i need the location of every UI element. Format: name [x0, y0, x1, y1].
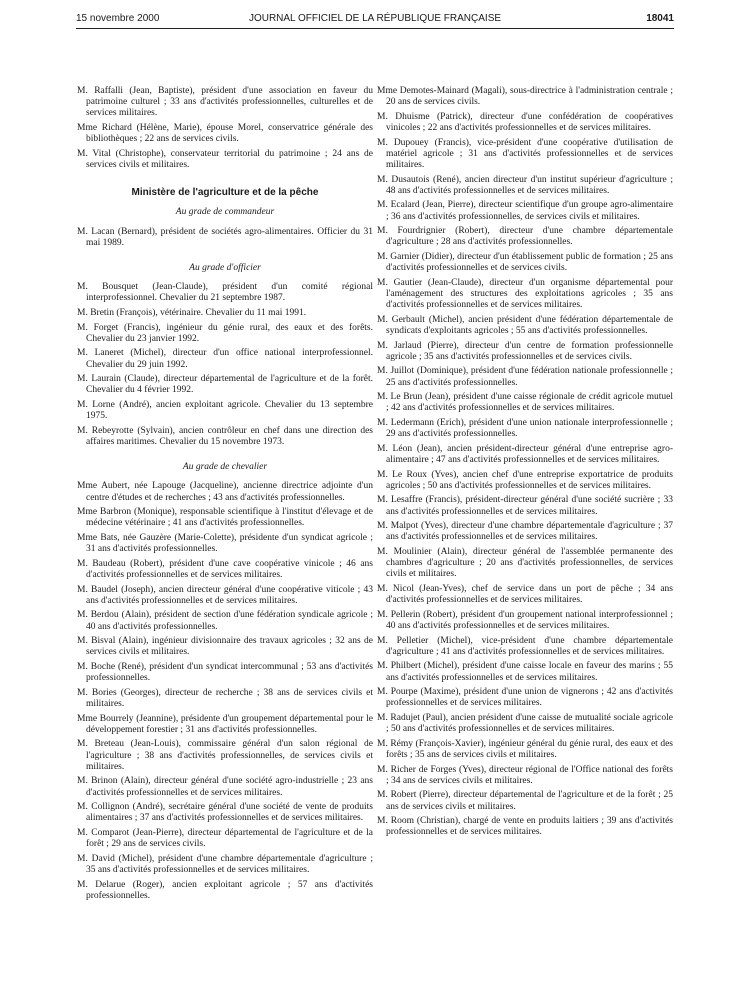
- list-item: M. Le Roux (Yves), ancien chef d'une entreprise exportatrice de produits agricoles ; 50 ans d'activités professionnelles et de services militaires.: [377, 469, 673, 491]
- list-item: M. Ecalard (Jean, Pierre), directeur scientifique d'un groupe agro-alimentaire ; 36 ans d'activités professionnelles, de services civils et militaires.: [377, 200, 673, 222]
- ministry-title: Ministère de l'agriculture et de la pêche: [131, 187, 319, 199]
- header-rule: [76, 28, 674, 29]
- list-item: M. Bretin (François), vétérinaire. Chevalier du 11 mai 1991.: [77, 308, 307, 319]
- commandeur-entries-list: [77, 227, 373, 249]
- list-item: M. Nicol (Jean-Yves), chef de service dans un port de pêche ; 34 ans d'activités professionnelles et de services militaires.: [377, 583, 673, 606]
- list-item: M. Boche (René), président d'un syndicat intercommunal ; 53 ans d'activités professionnelles.: [77, 661, 373, 684]
- list-item: M. Lorne (André), ancien exploitant agricole. Chevalier du 13 septembre 1975.: [77, 400, 373, 422]
- header-date: 15 novembre 2000: [76, 13, 160, 24]
- right-entries-list: [377, 86, 673, 839]
- list-item: M. Dupouey (Francis), vice-président d'une coopérative d'utilisation de matériel agricole ; 31 ans d'activités professionnelles et de services militaires.: [377, 137, 673, 170]
- list-item: M. Brinon (Alain), directeur général d'une société agro-industrielle ; 23 ans d'activités professionnelles et de services militaires.: [77, 776, 373, 798]
- list-item: M. Breteau (Jean-Louis), commissaire général d'un salon régional de l'agriculture ; 38 ans d'activités professionnelles, de services civils et militaires.: [77, 739, 373, 772]
- list-item: Mme Aubert, née Lapouge (Jacqueline), ancienne directrice adjointe d'un centre d'études et de recherches ; 43 ans d'activités professionnelles.: [77, 481, 373, 503]
- list-item: Mme Barbron (Monique), responsable scientifique à l'institut d'élevage et de médecine vétérinaire ; 41 ans d'activités professionnelles.: [77, 507, 373, 529]
- list-item: M. Baudeau (Robert), président d'une cave coopérative vinicole ; 46 ans d'activités professionnelles et de services militaires.: [77, 558, 373, 580]
- list-item: M. Berdou (Alain), président de section d'une fédération syndicale agricole ; 40 ans d'activités professionnelles.: [77, 610, 373, 632]
- list-item: Mme Bats, née Gauzère (Marie-Colette), présidente d'un syndicat agricole ; 31 ans d'activités professionnelles.: [77, 533, 373, 555]
- list-item: Mme Bourrely (Jeannine), présidente d'un groupement départemental pour le développement forestier ; 31 ans d'activités professionnelles.: [77, 713, 373, 735]
- list-item: M. Pellerin (Robert), président d'un groupement national interprofessionnel ; 40 ans d'activités professionnelles et de services militaires.: [377, 609, 673, 631]
- chevalier-entries-list: [77, 481, 373, 902]
- list-item: M. Bousquet (Jean-Claude), président d'un comité régional interprofessionnel. Chevalier du 21 septembre 1987.: [77, 282, 373, 304]
- list-item: M. Bories (Georges), directeur de recherche ; 38 ans de services civils et militaires.: [77, 687, 373, 709]
- list-item: M. Pourpe (Maxime), président d'une union de vignerons ; 42 ans d'activités professionnelles et de services militaires.: [377, 687, 673, 709]
- header-page-number: 18041: [646, 13, 674, 24]
- list-item: M. Gerbault (Michel), ancien président d'une fédération départementale de syndicats d'exploitants agricoles ; 55 ans d'activités professionnelles.: [377, 314, 673, 336]
- list-item: M. Jarlaud (Pierre), directeur d'un centre de formation professionnelle agricole ; 35 ans d'activités professionnelles et de services civils.: [377, 340, 673, 362]
- list-item: M. Dhuisme (Patrick), directeur d'une confédération de coopératives vinicoles ; 22 ans d'activités professionnelles et de services militaires.: [377, 111, 673, 133]
- grade-officier-heading: Au grade d'officier: [189, 263, 261, 274]
- list-item: M. Robert (Pierre), directeur départemental de l'agriculture et de la forêt ; 25 ans de services civils et militaires.: [377, 790, 673, 812]
- list-item: M. Baudel (Joseph), ancien directeur général d'une coopérative viticole ; 43 ans d'activités professionnelles et de services militaires.: [77, 584, 373, 606]
- list-item: M. Richer de Forges (Yves), directeur régional de l'Office national des forêts ; 34 ans de services civils et militaires.: [377, 764, 673, 786]
- list-item: M. Bisval (Alain), ingénieur divisionnaire des travaux agricoles ; 32 ans de services civils et militaires.: [77, 636, 373, 658]
- list-item: M. Pelletier (Michel), vice-président d'une chambre départementale d'agriculture ; 41 ans d'activités professionnelles et de services militaires.: [377, 635, 673, 657]
- list-item: M. Rebeyrotte (Sylvain), ancien contrôleur en chef dans une direction des affaires maritimes. Chevalier du 15 novembre 1973.: [77, 425, 373, 447]
- list-item: M. Gautier (Jean-Claude), directeur d'un organisme départemental pour l'aménagement des structures des exploitations agricoles ; 35 ans d'activités professionnelles et de services militaires.: [377, 277, 673, 311]
- list-item: M. David (Michel), président d'une chambre départementale d'agriculture ; 35 ans d'activités professionnelles et de services militaires.: [77, 853, 373, 875]
- page-header: [76, 11, 674, 27]
- grade-commandeur-heading: Au grade de commandeur: [175, 207, 275, 218]
- list-item: M. Comparot (Jean-Pierre), directeur départemental de l'agriculture et de la forêt ; 29 ans de services civils.: [77, 827, 373, 850]
- list-item: M. Lesaffre (Francis), président-directeur général d'une société sucrière ; 33 ans d'activités professionnelles et de services militaires.: [377, 495, 673, 517]
- list-item: Mme Richard (Hélène, Marie), épouse Morel, conservatrice générale des bibliothèques ; 22 ans de services civils.: [77, 123, 373, 145]
- list-item: M. Philbert (Michel), président d'une caisse locale en faveur des marins ; 55 ans d'activités professionnelles et de services militaires.: [377, 661, 673, 683]
- list-item: M. Lacan (Bernard), président de sociétés agro-alimentaires. Officier du 31 mai 1989.: [77, 226, 373, 248]
- list-item: M. Laneret (Michel), directeur d'un office national interprofessionnel. Chevalier du 29 juin 1992.: [77, 348, 373, 370]
- list-item: M. Malpot (Yves), directeur d'une chambre départementale d'agriculture ; 37 ans d'activités professionnelles et de services militaires.: [377, 521, 673, 543]
- officier-entries-list: [77, 282, 373, 448]
- list-item: M. Moulinier (Alain), directeur général de l'assemblée permanente des chambres d'agriculture ; 20 ans d'activités professionnelles, de services civils et militaires.: [377, 546, 673, 580]
- list-item: M. Raffalli (Jean, Baptiste), président d'une association en faveur du patrimoine culturel ; 33 ans d'activités professionnelles, culturelles et de services militaires.: [77, 86, 373, 119]
- list-item: M. Laurain (Claude), directeur départemental de l'agriculture et de la forêt. Chevalier du 4 février 1992.: [77, 374, 373, 396]
- right-column: [377, 86, 673, 842]
- list-item: M. Ledermann (Erich), président d'une union nationale interprofessionnelle ; 29 ans d'activités professionnelles.: [377, 417, 673, 440]
- list-item: M. Radujet (Paul), ancien président d'une caisse de mutualité sociale agricole ; 50 ans d'activités professionnelles et de services militaires.: [377, 712, 673, 735]
- list-item: M. Léon (Jean), ancien président-directeur général d'une entreprise agro-alimentaire ; 47 ans d'activités professionnelles et de services militaires.: [377, 443, 673, 465]
- list-item: M. Rémy (François-Xavier), ingénieur général du génie rural, des eaux et des forêts ; 35 ans de services civils et militaires.: [377, 738, 673, 760]
- list-item: M. Garnier (Didier), directeur d'un établissement public de formation ; 25 ans d'activités professionnelles et de services civils.: [377, 251, 673, 274]
- list-item: M. Collignon (André), secrétaire général d'une société de vente de produits alimentaires ; 37 ans d'activités professionnelles et de services militaires.: [77, 802, 373, 824]
- list-item: M. Dusautois (René), ancien directeur d'un institut supérieur d'agriculture ; 48 ans d'activités professionnelles et de services militaires.: [377, 174, 673, 196]
- list-item: M. Vital (Christophe), conservateur territorial du patrimoine ; 24 ans de services civils et militaires.: [77, 148, 373, 170]
- list-item: M. Forget (Francis), ingénieur du génie rural, des eaux et des forêts. Chevalier du 23 janvier 1992.: [77, 322, 373, 344]
- list-item: M. Room (Christian), chargé de vente en produits laitiers ; 39 ans d'activités professionnelles et de services militaires.: [377, 816, 673, 838]
- grade-chevalier-heading: Au grade de chevalier: [182, 462, 268, 473]
- top-entries-list: [77, 86, 373, 171]
- list-item: M. Le Brun (Jean), président d'une caisse régionale de crédit agricole mutuel ; 42 ans d'activités professionnelles et de services militaires.: [377, 392, 673, 414]
- list-item: M. Fourdrignier (Robert), directeur d'une chambre départementale d'agriculture ; 28 ans d'activités professionnelles.: [377, 226, 673, 248]
- list-item: M. Juillot (Dominique), président d'une fédération nationale professionnelle ; 25 ans d'activités professionnelles.: [377, 366, 673, 388]
- list-item: M. Delarue (Roger), ancien exploitant agricole ; 57 ans d'activités professionnelles.: [77, 879, 373, 901]
- header-journal-title: JOURNAL OFFICIEL DE LA RÉPUBLIQUE FRANÇAISE: [248, 13, 502, 24]
- list-item: Mme Demotes-Mainard (Magali), sous-directrice à l'administration centrale ; 20 ans de services civils.: [377, 86, 673, 108]
- left-column: [77, 86, 373, 905]
